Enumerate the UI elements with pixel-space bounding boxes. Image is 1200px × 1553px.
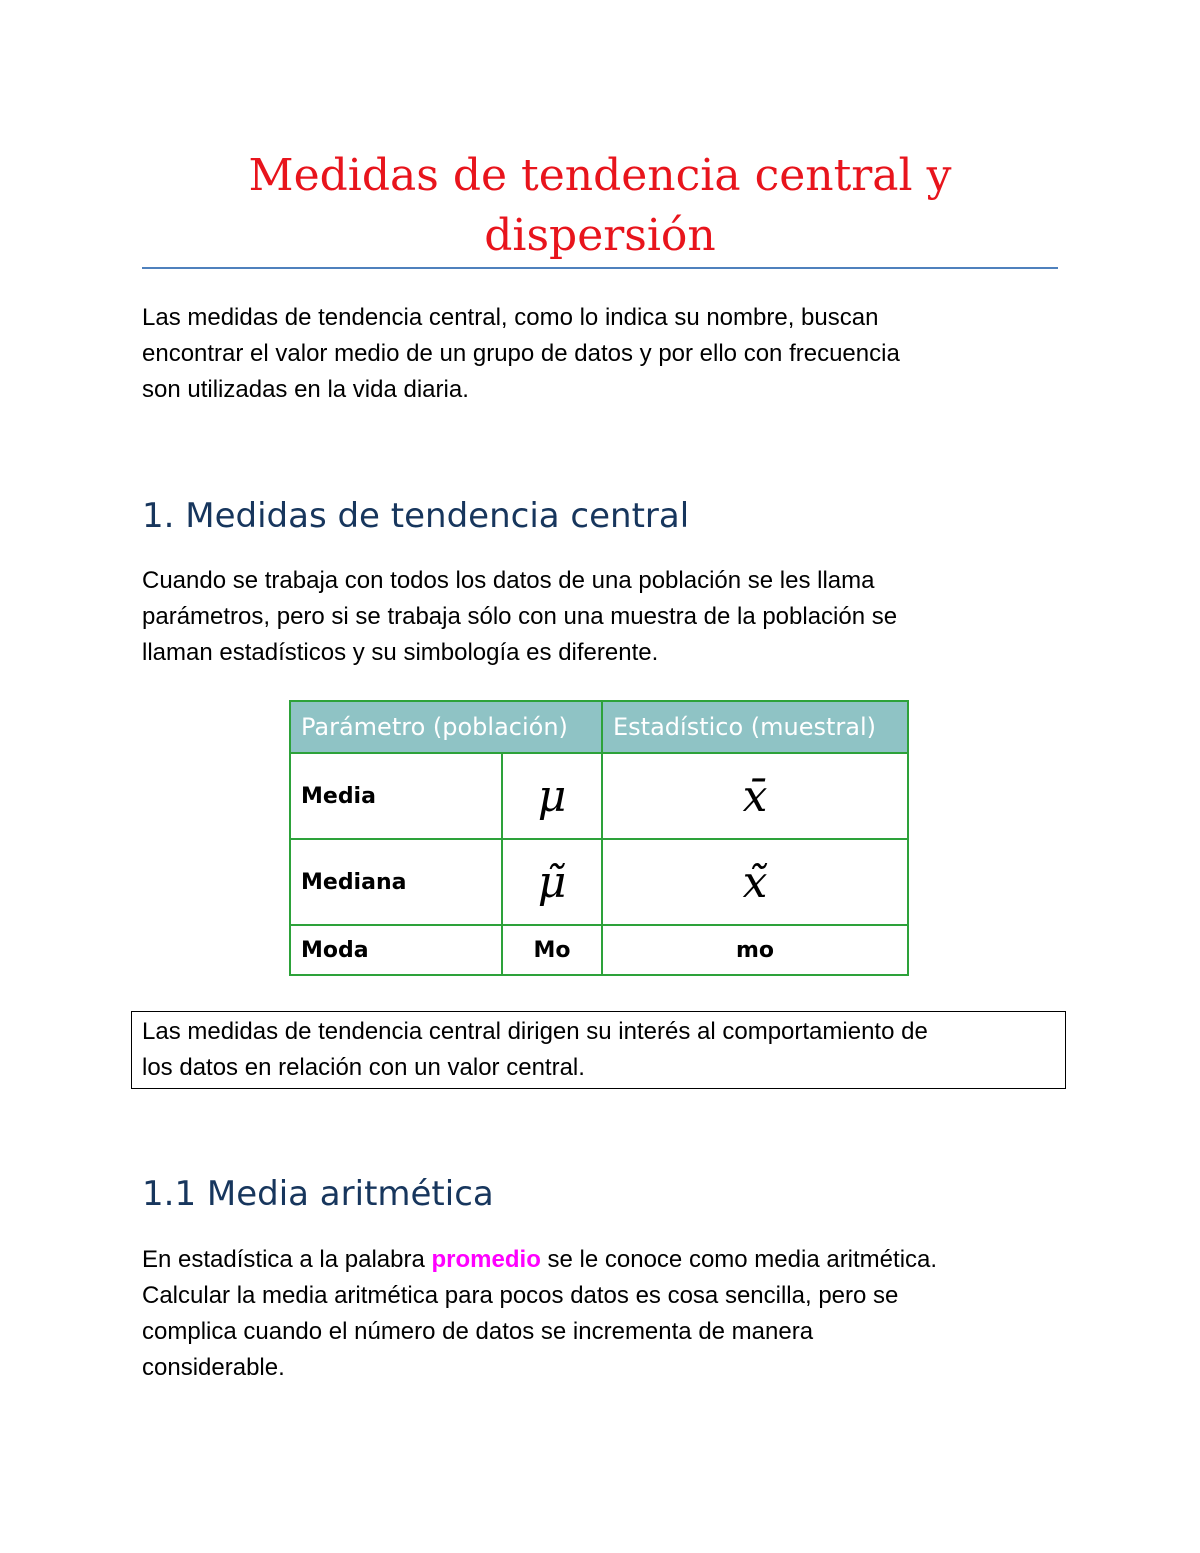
section-1-1-line-3: complica cuando el número de datos se incrementa de manera (142, 1318, 814, 1345)
title-line-1: Medidas de tendencia central y (248, 150, 952, 201)
header-parameter: Parámetro (población) (290, 701, 602, 753)
section-1-1-line-4: considerable. (142, 1354, 285, 1381)
section-1-heading: 1. Medidas de tendencia central (142, 496, 690, 536)
x-tilde-symbol: x̃ (602, 839, 908, 925)
document-title (142, 146, 1058, 266)
section-1-line-2: parámetros, pero si se trabaja sólo con una muestra de la población se (142, 603, 898, 630)
table-row (290, 753, 908, 839)
intro-paragraph (142, 300, 1058, 408)
title-line-2: dispersión (484, 210, 716, 261)
table-row (290, 925, 908, 975)
note-line-1: Las medidas de tendencia central dirigen su interés al comportamiento de (142, 1018, 928, 1045)
section-1-line-3: llaman estadísticos y su simbología es diferente. (142, 639, 659, 666)
section-1-1-line-1-start: En estadística a la palabra (142, 1246, 432, 1273)
mu-tilde-symbol: μ̃ (502, 839, 602, 925)
section-1-paragraph (142, 563, 1058, 671)
mu-symbol: μ (502, 753, 602, 839)
intro-line-1: Las medidas de tendencia central, como lo indica su nombre, buscan (142, 304, 879, 331)
table-header-row (290, 701, 908, 753)
section-1-1-line-1-end: se le conoce como media aritmética. (540, 1246, 938, 1273)
row-label: Moda (290, 925, 502, 975)
row-label: Mediana (290, 839, 502, 925)
note-line-2: los datos en relación con un valor central. (142, 1054, 585, 1081)
header-statistic: Estadístico (muestral) (602, 701, 908, 753)
title-underline (142, 267, 1058, 269)
row-label: Media (290, 753, 502, 839)
highlighted-term: promedio (431, 1246, 541, 1273)
intro-line-3: son utilizadas en la vida diaria. (142, 376, 469, 403)
table-row (290, 839, 908, 925)
section-1-1-line-2: Calcular la media aritmética para pocos datos es cosa sencilla, pero se (142, 1282, 899, 1309)
intro-line-2: encontrar el valor medio de un grupo de datos y por ello con frecuencia (142, 340, 900, 367)
x-bar-symbol: x̄ (602, 753, 908, 839)
symbols-table (289, 700, 909, 976)
mode-stat-symbol: mo (602, 925, 908, 975)
mode-param-symbol: Mo (502, 925, 602, 975)
section-1-1-heading: 1.1 Media aritmética (142, 1174, 494, 1214)
note-box (131, 1011, 1066, 1089)
section-1-1-paragraph (142, 1242, 1058, 1386)
section-1-line-1: Cuando se trabaja con todos los datos de una población se les llama (142, 567, 875, 594)
